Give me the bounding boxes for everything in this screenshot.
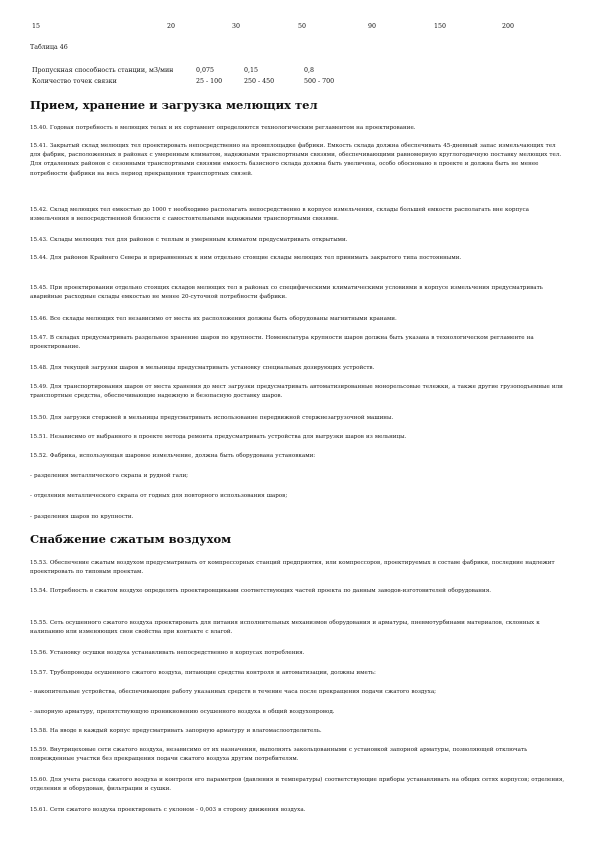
table-caption: Таблица 46 — [30, 44, 68, 51]
table-cell: 0,15 — [244, 67, 259, 74]
top-row-value: 50 — [298, 23, 307, 30]
paragraph: 15.44. Для районов Крайнего Севера и приравненных к ним отдельно стоящие склады мелющих тел принимать закрытого типа постоянными. — [30, 255, 462, 261]
paragraph: 15.55. Сеть осушенного сжатого воздуха проектировать для питания исполнительных механизмов оборудования и арматуры, пневмотурбинами материалов, склонных к налипанию или изменяющих свои свойства при контакте с влагой. — [30, 620, 540, 636]
table-cell: 250 - 450 — [244, 78, 275, 85]
section-heading: Снабжение сжатым воздухом — [30, 532, 232, 546]
paragraph: 15.56. Установку осушки воздуха устанавливать непосредственно в корпусах потребления. — [30, 650, 305, 656]
paragraph: 15.52. Фабрика, использующая шаровое измельчение, должна быть оборудована установками: — [30, 453, 316, 459]
top-row-value: 30 — [232, 23, 241, 30]
paragraph: 15.57. Трубопроводы осушенного сжатого воздуха, питающие средства контроля и автоматизации, должны иметь: — [30, 670, 376, 676]
top-row-value: 15 — [32, 23, 41, 30]
paragraph: 15.42. Склад мелющих тел емкостью до 1000 т необходимо располагать непосредственно в корпусе измельчения, склады большей емкости располагать вне корпуса измельчения в непосредственной близости с самостоятельными надежными транспортными связями. — [30, 207, 529, 223]
list-item: - разделения металлического скрапа и рудной гали; — [30, 473, 189, 479]
paragraph: 15.45. При проектировании отдельно стоящих складов мелющих тел в районах со специфическими климатическими условиями в корпусе измельчения предусматривать аварийные расходные склады емкостью не менее 20-суточной потребности фабрики. — [30, 285, 543, 301]
top-row-value: 200 — [502, 23, 515, 30]
list-item: - отделения металлического скрапа от годных для повторного использования шаров; — [30, 493, 288, 499]
table-cell: 500 - 700 — [304, 78, 335, 85]
paragraph: 15.41. Закрытый склад мелющих тел проектировать непосредственно на промплощадке фабрики. Емкость склада должна обеспечивать 45-дневный запас измельчающих тел для фабрик, расположенных в районах с умеренным климатом, надежными транспортными связями, обеспечивающими равномерную круглогодичную поставку мелющих тел. Для отдаленных районов с сезонными транспортными связями емкость базисного склада должна быть увеличена, особо обосновано в проекте и должна быть не менее потребности фабрики на весь период прекращения транспортных связей. — [30, 143, 562, 177]
paragraph: 15.54. Потребность в сжатом воздухе определять проектировщиками соответствующих частей проекта по данным заводов-изготовителей оборудования. — [30, 588, 492, 594]
paragraph: 15.53. Обеспечение сжатым воздухом предусматривать от компрессорных станций предприятия, или компрессоров, проектируемых в составе фабрики, последние надлежит проектировать по типовым проектам. — [30, 560, 555, 576]
paragraph: 15.59. Внутрицеховые сети сжатого воздуха, независимо от их назначения, выполнять закольцованными с установкой запорной арматуры, позволяющей отключать поврежденные участки без прекращения подачи сжатого воздуха другим потребителям. — [30, 747, 528, 763]
paragraph: 15.46. Все склады мелющих тел независимо от места их расположения должны быть оборудованы магнитными кранами. — [30, 316, 397, 322]
top-row-value: 150 — [434, 23, 447, 30]
paragraph: 15.50. Для загрузки стержней в мельницы предусматривать использование передвижной стержнезагрузочной машины. — [30, 415, 394, 421]
paragraph: 15.49. Для транспортирования шаров от места хранения до мест загрузки предусматривать автоматизированные монорельсовые тележки, а также другие грузоподъемные или транспортные средства, обеспечивающие надежную и безопасную доставку шаров. — [30, 384, 563, 400]
paragraph: 15.40. Годовая потребность в мелющих телах и их сортамент определяются технологическим регламентом на проектирование. — [30, 125, 416, 131]
list-item: - разделения шаров по крупности. — [30, 514, 134, 520]
top-row-value: 20 — [167, 23, 176, 30]
paragraph: 15.60. Для учета расхода сжатого воздуха и контроля его параметров (давления и температуры) соответствующие приборы устанавливать на общих сетях корпусов; отделения, отделения и оборудован, фильтрации и сушки. — [30, 777, 565, 793]
paragraph: 15.51. Независимо от выбранного в проекте метода ремонта предусматривать устройства для выгрузки шаров из мельницы. — [30, 434, 407, 440]
paragraph: 15.48. Для текущей загрузки шаров в мельницы предусматривать установку специальных дозирующих устройств. — [30, 365, 375, 371]
list-item: - накопительные устройства, обеспечивающие работу указанных средств в течение часа после прекращения подачи сжатого воздуха; — [30, 689, 437, 695]
table-cell: 0,8 — [304, 67, 315, 74]
table-cell: 25 - 100 — [196, 78, 223, 85]
section-heading: Прием, хранение и загрузка мелющих тел — [30, 98, 318, 112]
paragraph: 15.61. Сети сжатого воздуха проектировать с уклоном - 0,003 в сторону движения воздуха. — [30, 807, 306, 813]
paragraph: 15.47. В складах предусматривать раздельное хранение шаров по крупности. Номенклатура крупности шаров должна быть указана в технологическом регламенте на проектирование. — [30, 335, 534, 351]
table-cell: 0,075 — [196, 67, 215, 74]
paragraph: 15.43. Склады мелющих тел для районов с теплым и умеренным климатом предусматривать открытыми. — [30, 237, 348, 243]
paragraph: 15.58. На вводе в каждый корпус предусматривать запорную арматуру и влагомаслоотделитель. — [30, 728, 322, 734]
top-row-value: 90 — [368, 23, 377, 30]
list-item: - запорную арматуру, препятствующую проникновению осушенного воздуха в общий воздухопровод. — [30, 709, 335, 715]
table-row-label: Пропускная способность станции, м3/мин — [32, 67, 174, 74]
table-row-label: Количество точек связки — [32, 78, 117, 85]
